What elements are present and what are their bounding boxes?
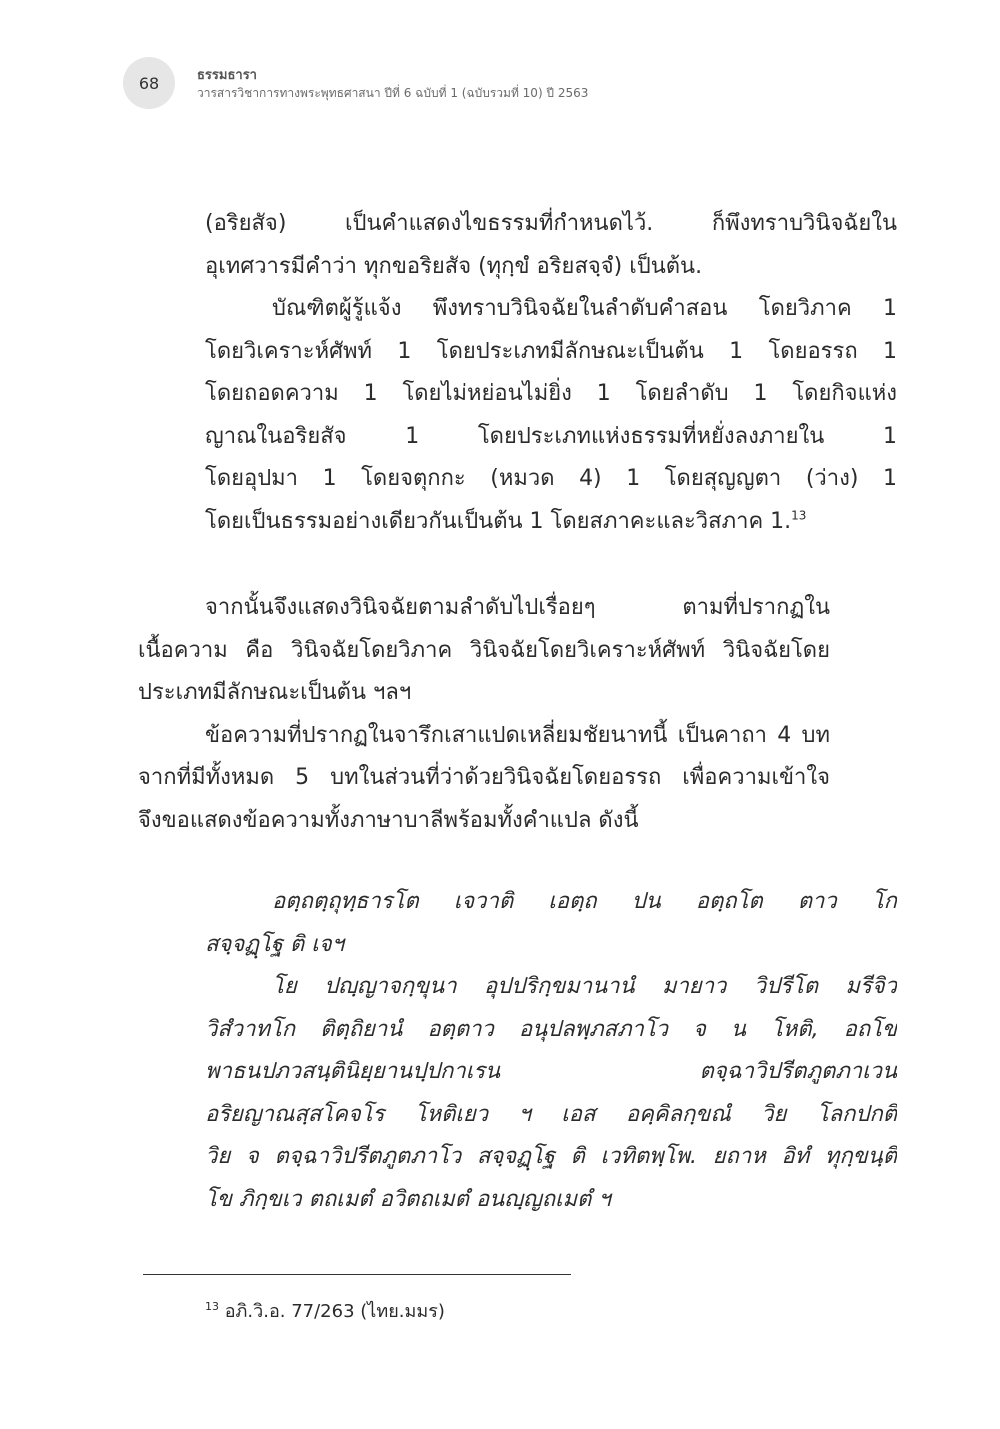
footnote-text: อภิ.วิ.อ. 77/263 (ไทย.มมร) — [224, 1301, 445, 1322]
footnote-number: 13 — [205, 1300, 219, 1313]
text-line: โย ปญฺญาจกฺขุนา อุปปริกฺขมานานํ มายาว วิปรีโต มรีจิว — [272, 974, 897, 999]
text-line: สจฺจฏฺโฐ ติ เจฯ — [205, 931, 344, 957]
text-line: จากนั้นจึงแสดงวินิจฉัยตามลำดับไปเรื่อยๆ ตามที่ปรากฏใน — [205, 595, 830, 620]
text-line: โดยวิเคราะห์ศัพท์ 1 โดยประเภทมีลักษณะเป็นต้น 1 โดยอรรถ 1 — [205, 338, 897, 364]
text-line: วิสํวาทโก ติตฺถิยานํ อตฺตาว อนุปลพฺภสภาโว จ น โหติ, อถโข — [205, 1016, 897, 1042]
text-line: ข้อความที่ปรากฏในจารึกเสาแปดเหลี่ยมชัยนาทนี้ เป็นคาถา 4 บท — [205, 722, 830, 748]
text-line: จึงขอแสดงข้อความทั้งภาษาบาลีพร้อมทั้งคำแปล ดังนี้ — [138, 807, 639, 833]
text-line: (อริยสัจ) เป็นคำแสดงไขธรรมที่กำหนดไว้. ก็พึงทราบวินิจฉัยใน — [205, 211, 897, 236]
text-line: อริยญาณสฺสโคจโร โหติเยว ฯ เอส อคฺคิลกฺขณํ วิย โลกปกติ — [205, 1101, 897, 1127]
text-line: เนื้อความ คือ วินิจฉัยโดยวิภาค วินิจฉัยโดยวิเคราะห์ศัพท์ วินิจฉัยโดย — [138, 637, 830, 663]
journal-issue: วารสารวิชาการทางพระพุทธศาสนา ปีที่ 6 ฉบับที่ 1 (ฉบับรวมที่ 10) ปี 2563 — [197, 86, 589, 100]
footnote — [205, 1296, 445, 1325]
text-line: พาธนปภวสนฺตินิยฺยานปฺปกาเรน ตจฺฉาวิปรีตภูตภาเวน — [205, 1059, 897, 1084]
footnote-reference: 13 — [791, 508, 807, 523]
journal-name: ธรรมธารา — [197, 68, 257, 83]
body-paragraphs — [138, 587, 830, 842]
text-line: โข ภิกฺขเว ตถเมตํ อวิตถเมตํ อนญฺญถเมตํ ฯ — [205, 1186, 611, 1212]
text-line: อตฺถตฺถุทฺธารโต เจวาติ เอตฺถ ปน อตฺถโต ตาว โก — [272, 889, 897, 914]
text-line — [205, 501, 897, 544]
text-line: โดยอุปมา 1 โดยจตุกกะ (หมวด 4) 1 โดยสุญญตา (ว่าง) 1 — [205, 466, 897, 491]
text-line: ประเภทมีลักษณะเป็นต้น ฯลฯ — [138, 680, 412, 705]
text-line: วิย จ ตจฺฉาวิปรีตภูตภาโว สจฺจฏฺโฐ ติ เวทิตพฺโพ. ยถาห อิทํ ทุกฺขนฺติ — [205, 1144, 897, 1169]
footnote-divider — [143, 1274, 571, 1275]
quote-paragraph — [138, 203, 897, 543]
page-number-badge — [123, 57, 175, 109]
pali-verse-block — [138, 881, 897, 1221]
page-number: 68 — [138, 73, 160, 93]
text-line: โดยถอดความ 1 โดยไม่หย่อนไม่ยิ่ง 1 โดยลำดับ 1 โดยกิจแห่ง — [205, 381, 897, 406]
text-line: บัณฑิตผู้รู้แจ้ง พึงทราบวินิจฉัยในลำดับคำสอน โดยวิภาค 1 — [272, 296, 897, 321]
text-line: ญาณในอริยสัจ 1 โดยประเภทแห่งธรรมที่หยั่งลงภายใน 1 — [205, 423, 897, 449]
text-line-content: โดยเป็นธรรมอย่างเดียวกันเป็นต้น 1 โดยสภาคะและวิสภาค 1. — [205, 508, 792, 534]
text-line: จากที่มีทั้งหมด 5 บทในส่วนที่ว่าด้วยวินิจฉัยโดยอรรถ เพื่อความเข้าใจ — [138, 765, 830, 790]
text-line: อุเทศวารมีคำว่า ทุกขอริยสัจ (ทุกฺขํ อริยสจฺจํ) เป็นต้น. — [205, 253, 703, 279]
